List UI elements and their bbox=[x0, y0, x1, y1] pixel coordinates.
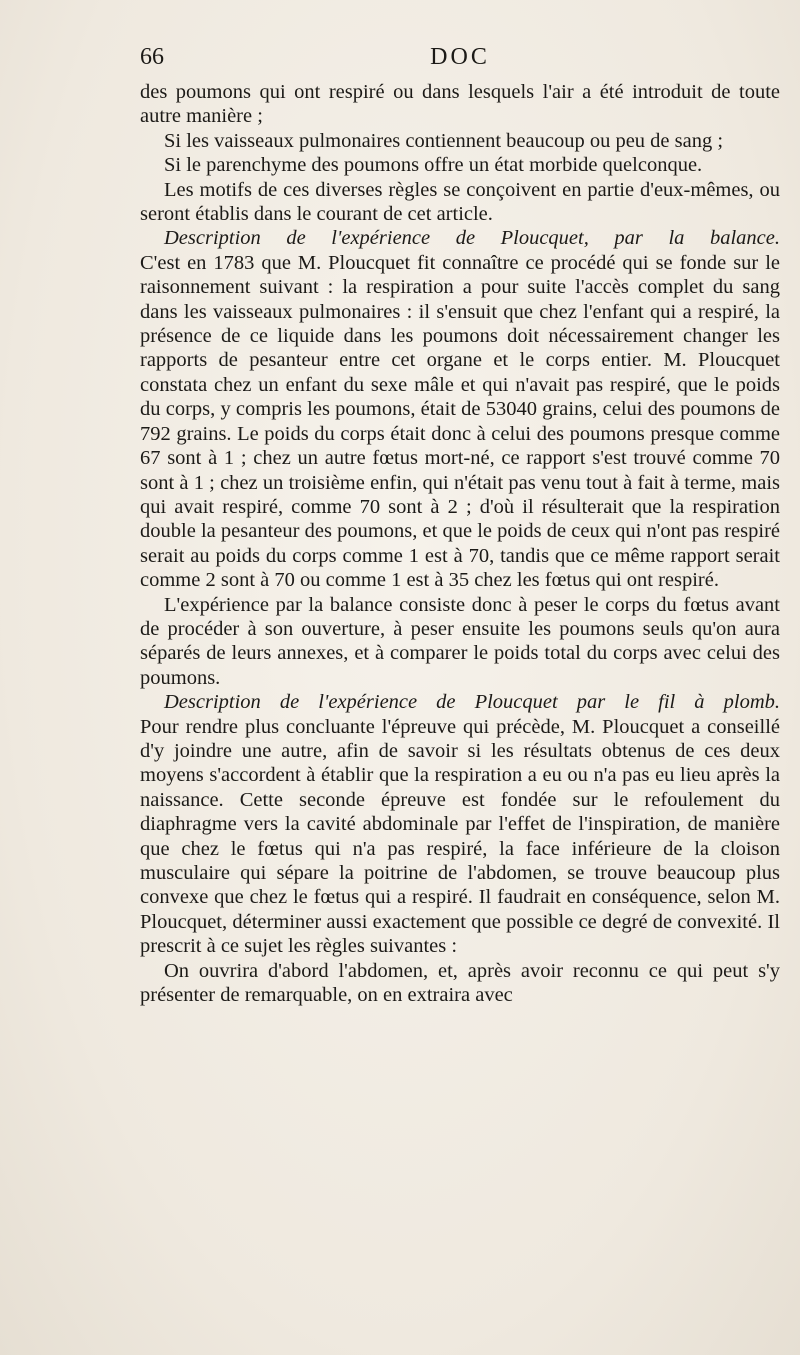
body-text bbox=[140, 80, 780, 1007]
paragraph: Si les vaisseaux pulmonaires contiennent beaucoup ou peu de sang ; bbox=[164, 129, 724, 152]
paragraph: L'expérience par la balance consiste donc à peser le corps du fœtus avant de procéder à son ouverture, à peser ensuite les poumons seuls qu'on aura séparés de leurs annexes, et à comparer le poids total du corps avec celui des poumons. bbox=[140, 593, 780, 689]
paragraph: Si le parenchyme des poumons offre un état morbide quelconque. bbox=[164, 154, 703, 177]
page-number: 66 bbox=[140, 44, 164, 70]
page-header bbox=[140, 44, 780, 76]
section-heading: Description de l'expérience de Ploucquet par le fil à plomb. bbox=[164, 691, 780, 714]
section-heading: Description de l'expérience de Ploucquet, par la balance. bbox=[164, 227, 780, 250]
paragraph: Pour rendre plus concluante l'épreuve qui précède, M. Ploucquet a conseillé d'y joindre une autre, afin de savoir si les résultats obtenus de ces deux moyens s'accordent à établir que la respiration a eu ou n'a pas eu lieu après la naissance. Cette seconde épreuve est fondée sur le refoulement du diaphragme vers la cavité abdominale par l'effet de l'inspiration, de manière que chez le fœtus qui n'a pas respiré, la face inférieure de la cloison musculaire qui sépare la poitrine de l'abdomen, se trouve beaucoup plus convexe que chez le fœtus qui a respiré. Il faudrait en conséquence, selon M. Ploucquet, déterminer aussi exactement que possible ce degré de convexité. Il prescrit à ce sujet les règles suivantes : bbox=[140, 715, 780, 958]
paragraph: Les motifs de ces diverses règles se conçoivent en partie d'eux-mêmes, ou seront établis dans le courant de cet article. bbox=[140, 178, 780, 226]
paragraph: C'est en 1783 que M. Ploucquet fit connaître ce procédé qui se fonde sur le raisonnement suivant : la respiration a pour suite l'accès complet du sang dans les vaisseaux pulmonaires : il s'ensuit que chez l'enfant qui a respiré, la présence de ce liquide dans les poumons doit nécessairement changer les rapports de pesanteur entre cet organe et le corps entier. M. Ploucquet constata chez un enfant du sexe mâle et qui n'avait pas respiré, que le poids du corps, y compris les poumons, était de 53040 grains, celui des poumons de 792 grains. Le poids du corps était donc à celui des poumons presque comme 67 sont à 1 ; chez un autre fœtus mort-né, ce rapport s'est trouvé comme 70 sont à 1 ; chez un troisième enfin, qui n'était pas venu tout à fait à terme, mais qui avait respiré, comme 70 sont à 2 ; d'où il résulterait que la respiration double la pesanteur des poumons, et que le poids de ceux qui n'ont pas respiré serait au poids du corps comme 1 est à 70, tandis que ce même rapport serait comme 2 sont à 70 ou comme 1 est à 35 chez les fœtus qui ont respiré. bbox=[140, 251, 780, 592]
paragraph: On ouvrira d'abord l'abdomen, et, après avoir reconnu ce qui peut s'y présenter de remarquable, on en extraira avec bbox=[140, 959, 780, 1007]
running-head: DOC bbox=[430, 44, 490, 70]
paragraph: des poumons qui ont respiré ou dans lesquels l'air a été introduit de toute autre manière ; bbox=[140, 81, 780, 128]
